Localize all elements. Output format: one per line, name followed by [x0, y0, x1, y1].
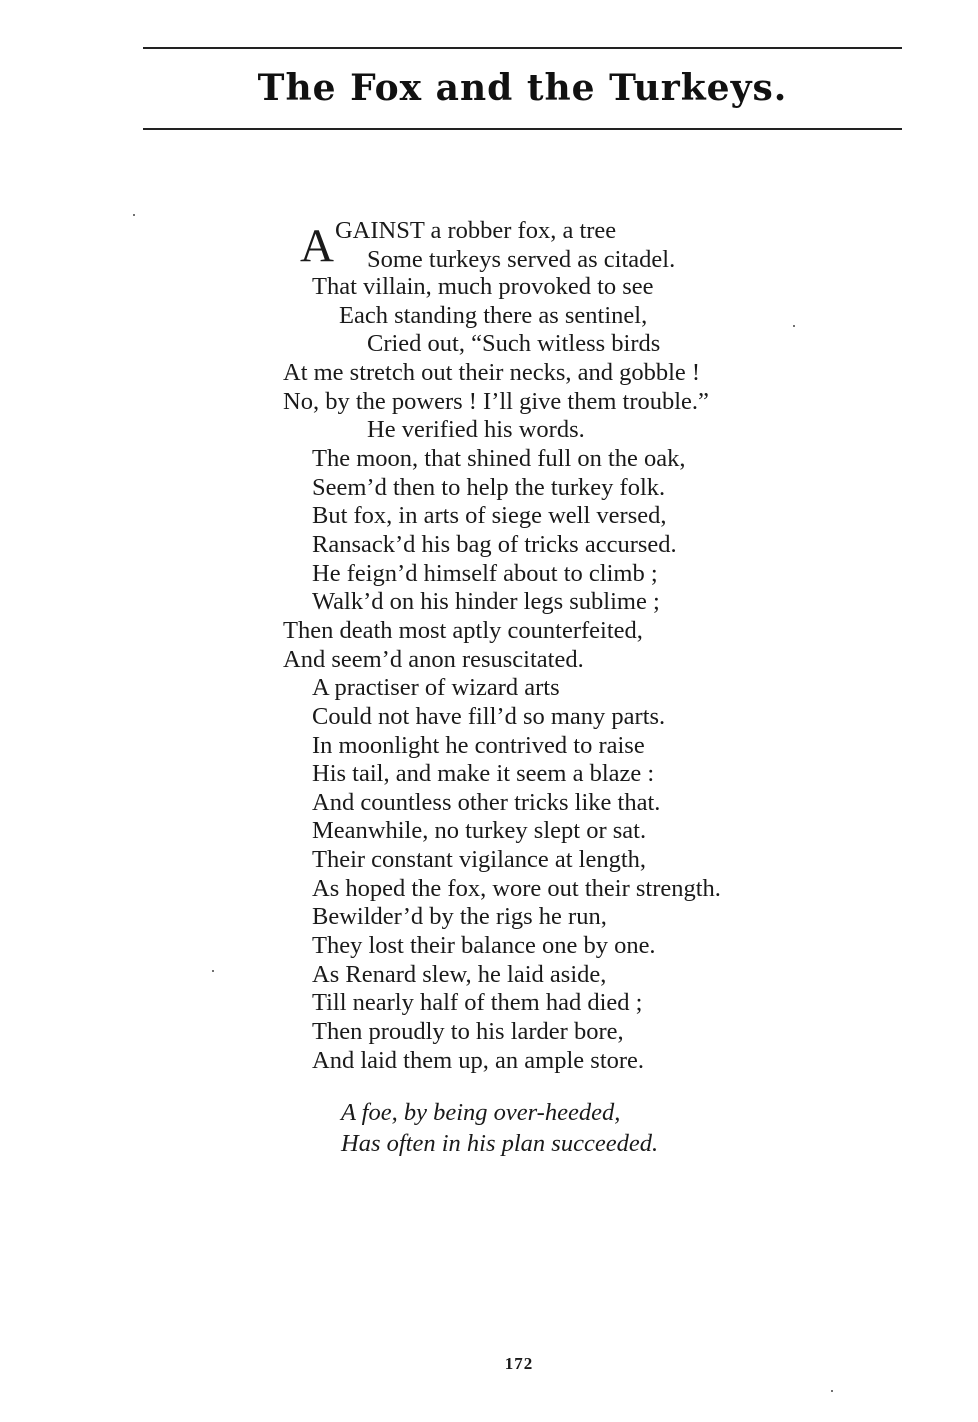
scan-speck: [793, 325, 795, 327]
poem-line: As Renard slew, he laid aside,: [312, 960, 607, 988]
poem-line: Seem’d then to help the turkey folk.: [312, 473, 666, 501]
scan-speck: [212, 970, 214, 972]
poem-line: Meanwhile, no turkey slept or sat.: [312, 817, 647, 845]
moral: [341, 1097, 841, 1159]
moral-line: A foe, by being over-heeded,: [341, 1099, 621, 1126]
poem-line: Ransack’d his bag of tricks accursed.: [312, 530, 677, 558]
poem-line: A practiser of wizard arts: [312, 674, 560, 702]
scan-speck: [133, 214, 135, 216]
page-title: The Fox and the Turkeys.: [257, 67, 788, 109]
poem-line: No, by the powers ! I’ll give them trouble.”: [283, 387, 709, 415]
page-number: 172: [504, 1354, 534, 1373]
poem-line: Cried out, “Such witless birds: [367, 330, 661, 358]
poem-line: Walk’d on his hinder legs sublime ;: [312, 588, 660, 616]
poem-line: Bewilder’d by the rigs he run,: [312, 903, 607, 931]
poem-line: Then proudly to his larder bore,: [312, 1018, 624, 1046]
poem-first-line: GAINST a robber fox, a tree: [334, 217, 617, 244]
poem-line: Could not have fill’d so many parts.: [312, 702, 666, 730]
moral-line: Has often in his plan succeeded.: [341, 1130, 659, 1157]
poem-line: They lost their balance one by one.: [312, 932, 656, 960]
poem-line: At me stretch out their necks, and gobble !: [283, 358, 701, 386]
poem-line: And countless other tricks like that.: [312, 788, 661, 816]
scan-speck: [831, 1390, 833, 1392]
poem-line: Some turkeys served as citadel.: [367, 246, 676, 273]
top-rule: [143, 47, 902, 49]
poem-line: In moonlight he contrived to raise: [312, 731, 645, 759]
poem-line: But fox, in arts of siege well versed,: [312, 502, 667, 530]
poem: [283, 216, 843, 1075]
poem-line: And laid them up, an ample store.: [312, 1046, 645, 1074]
poem-line: He feign’d himself about to climb ;: [312, 559, 658, 587]
poem-line: Then death most aptly counterfeited,: [283, 616, 643, 644]
poem-line: And seem’d anon resuscitated.: [283, 645, 584, 673]
poem-line: His tail, and make it seem a blaze :: [312, 760, 655, 788]
poem-line: He verified his words.: [367, 416, 585, 444]
poem-line: The moon, that shined full on the oak,: [312, 444, 686, 472]
poem-line: Their constant vigilance at length,: [312, 846, 647, 874]
title-rule: [143, 128, 902, 130]
drop-cap: A: [300, 220, 334, 272]
poem-line-1: [283, 216, 843, 273]
poem-line: Each standing there as sentinel,: [339, 301, 648, 329]
poem-line: Till nearly half of them had died ;: [312, 989, 643, 1017]
poem-line: As hoped the fox, wore out their strength.: [312, 874, 721, 902]
poem-line: That villain, much provoked to see: [312, 273, 654, 300]
